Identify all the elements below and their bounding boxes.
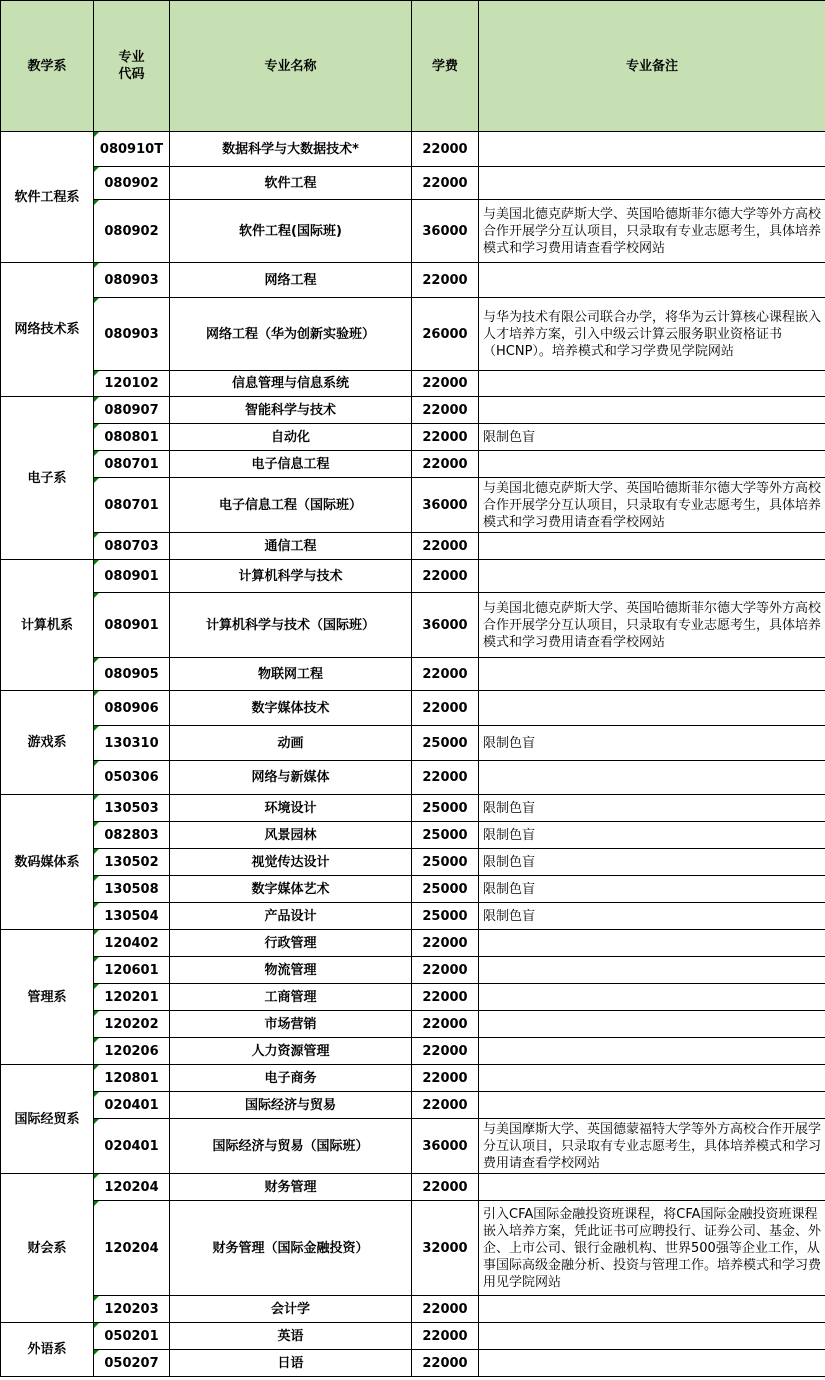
note-cell (479, 1038, 825, 1065)
name-cell: 软件工程 (170, 167, 412, 200)
table-row (1, 984, 825, 1011)
table-row (1, 691, 825, 726)
note-cell (479, 1323, 825, 1350)
code-cell: 080907 (94, 397, 170, 424)
header-dept: 教学系 (1, 1, 94, 132)
fee-cell: 22000 (412, 1011, 479, 1038)
table-row (1, 371, 825, 397)
code-cell: 080901 (94, 593, 170, 658)
table-row (1, 1038, 825, 1065)
code-cell: 130504 (94, 903, 170, 930)
fee-cell: 22000 (412, 424, 479, 451)
name-cell: 计算机科学与技术 (170, 560, 412, 593)
code-cell: 050207 (94, 1350, 170, 1377)
dept-cell: 财会系 (1, 1174, 94, 1323)
dept-cell: 网络技术系 (1, 263, 94, 397)
table-row (1, 533, 825, 560)
dept-cell: 电子系 (1, 397, 94, 560)
note-cell: 与华为技术有限公司联合办学，将华为云计算核心课程嵌入人才培养方案，引入中级云计算云服务职业资格证书（HCNP）。培养模式和学习学费见学院网站 (479, 298, 825, 371)
fee-cell: 36000 (412, 593, 479, 658)
table-row (1, 822, 825, 849)
code-cell: 120402 (94, 930, 170, 957)
note-cell (479, 560, 825, 593)
code-cell: 080701 (94, 478, 170, 533)
name-cell: 动画 (170, 726, 412, 761)
fee-cell: 22000 (412, 1174, 479, 1201)
code-cell: 080910T (94, 132, 170, 167)
name-cell: 智能科学与技术 (170, 397, 412, 424)
fee-cell: 25000 (412, 903, 479, 930)
note-cell: 与美国北德克萨斯大学、英国哈德斯菲尔德大学等外方高校合作开展学分互认项目，只录取有专业志愿考生，具体培养模式和学习费用请查看学校网站 (479, 478, 825, 533)
note-cell: 限制色盲 (479, 903, 825, 930)
table-row (1, 200, 825, 263)
note-cell: 限制色盲 (479, 795, 825, 822)
code-cell: 130508 (94, 876, 170, 903)
name-cell: 信息管理与信息系统 (170, 371, 412, 397)
name-cell: 风景园林 (170, 822, 412, 849)
note-cell (479, 533, 825, 560)
note-cell (479, 371, 825, 397)
fee-cell: 22000 (412, 560, 479, 593)
name-cell: 网络工程（华为创新实验班） (170, 298, 412, 371)
table-row (1, 1174, 825, 1201)
name-cell: 国际经济与贸易（国际班） (170, 1119, 412, 1174)
name-cell: 英语 (170, 1323, 412, 1350)
fee-cell: 22000 (412, 761, 479, 795)
code-cell: 080906 (94, 691, 170, 726)
note-cell (479, 263, 825, 298)
code-cell: 020401 (94, 1119, 170, 1174)
table-row (1, 167, 825, 200)
table-row (1, 560, 825, 593)
table-body (1, 132, 825, 1377)
table-row (1, 658, 825, 691)
table-row (1, 478, 825, 533)
name-cell: 财务管理 (170, 1174, 412, 1201)
note-cell (479, 691, 825, 726)
name-cell: 市场营销 (170, 1011, 412, 1038)
dept-cell: 软件工程系 (1, 132, 94, 263)
code-cell: 120201 (94, 984, 170, 1011)
note-cell (479, 132, 825, 167)
code-cell: 020401 (94, 1092, 170, 1119)
dept-cell: 数码媒体系 (1, 795, 94, 930)
name-cell: 人力资源管理 (170, 1038, 412, 1065)
name-cell: 物联网工程 (170, 658, 412, 691)
name-cell: 日语 (170, 1350, 412, 1377)
name-cell: 行政管理 (170, 930, 412, 957)
fee-cell: 22000 (412, 1065, 479, 1092)
name-cell: 工商管理 (170, 984, 412, 1011)
table-row (1, 1011, 825, 1038)
fee-cell: 25000 (412, 849, 479, 876)
code-cell: 120204 (94, 1201, 170, 1296)
code-cell: 120204 (94, 1174, 170, 1201)
code-cell: 080902 (94, 167, 170, 200)
note-cell (479, 1092, 825, 1119)
fee-cell: 22000 (412, 451, 479, 478)
header-row (1, 1, 825, 132)
name-cell: 国际经济与贸易 (170, 1092, 412, 1119)
name-cell: 数字媒体艺术 (170, 876, 412, 903)
code-cell: 130503 (94, 795, 170, 822)
note-cell: 限制色盲 (479, 726, 825, 761)
note-cell (479, 761, 825, 795)
code-cell: 080801 (94, 424, 170, 451)
note-cell (479, 957, 825, 984)
code-cell: 120206 (94, 1038, 170, 1065)
code-cell: 080905 (94, 658, 170, 691)
code-cell: 082803 (94, 822, 170, 849)
table-row (1, 1065, 825, 1092)
fee-cell: 22000 (412, 533, 479, 560)
note-cell (479, 1065, 825, 1092)
table-row (1, 263, 825, 298)
fee-cell: 22000 (412, 397, 479, 424)
name-cell: 电子信息工程 (170, 451, 412, 478)
header-code (94, 1, 170, 132)
note-cell (479, 451, 825, 478)
name-cell: 电子商务 (170, 1065, 412, 1092)
table-row (1, 876, 825, 903)
dept-cell: 外语系 (1, 1323, 94, 1377)
code-cell: 120203 (94, 1296, 170, 1323)
note-cell (479, 1350, 825, 1377)
note-cell (479, 930, 825, 957)
fee-cell: 22000 (412, 691, 479, 726)
code-cell: 130310 (94, 726, 170, 761)
fee-cell: 36000 (412, 1119, 479, 1174)
note-cell (479, 397, 825, 424)
table-row (1, 451, 825, 478)
fee-cell: 22000 (412, 957, 479, 984)
note-cell (479, 1296, 825, 1323)
fee-cell: 36000 (412, 200, 479, 263)
note-cell (479, 167, 825, 200)
table-row (1, 397, 825, 424)
table-row (1, 132, 825, 167)
dept-cell: 计算机系 (1, 560, 94, 691)
fee-cell: 32000 (412, 1201, 479, 1296)
fee-cell: 22000 (412, 984, 479, 1011)
name-cell: 通信工程 (170, 533, 412, 560)
fee-cell: 22000 (412, 930, 479, 957)
code-cell: 130502 (94, 849, 170, 876)
fee-cell: 36000 (412, 478, 479, 533)
note-cell (479, 658, 825, 691)
name-cell: 软件工程(国际班) (170, 200, 412, 263)
fee-cell: 22000 (412, 1092, 479, 1119)
note-cell (479, 1011, 825, 1038)
code-cell: 120801 (94, 1065, 170, 1092)
table-row (1, 761, 825, 795)
dept-cell: 游戏系 (1, 691, 94, 795)
code-cell: 120202 (94, 1011, 170, 1038)
name-cell: 产品设计 (170, 903, 412, 930)
header-name: 专业名称 (170, 1, 412, 132)
code-cell: 080703 (94, 533, 170, 560)
code-cell: 080901 (94, 560, 170, 593)
table-row (1, 1323, 825, 1350)
name-cell: 网络与新媒体 (170, 761, 412, 795)
fee-cell: 22000 (412, 1350, 479, 1377)
name-cell: 计算机科学与技术（国际班） (170, 593, 412, 658)
table-row (1, 424, 825, 451)
fee-cell: 25000 (412, 822, 479, 849)
note-cell: 限制色盲 (479, 876, 825, 903)
table-row (1, 795, 825, 822)
table-row (1, 849, 825, 876)
name-cell: 自动化 (170, 424, 412, 451)
fee-cell: 22000 (412, 658, 479, 691)
table-row (1, 726, 825, 761)
note-cell: 限制色盲 (479, 822, 825, 849)
note-cell (479, 984, 825, 1011)
table-row (1, 1092, 825, 1119)
table-row (1, 930, 825, 957)
code-cell: 050306 (94, 761, 170, 795)
name-cell: 财务管理（国际金融投资） (170, 1201, 412, 1296)
header-fee: 学费 (412, 1, 479, 132)
fee-cell: 25000 (412, 795, 479, 822)
note-cell: 与美国北德克萨斯大学、英国哈德斯菲尔德大学等外方高校合作开展学分互认项目，只录取有专业志愿考生，具体培养模式和学习费用请查看学校网站 (479, 593, 825, 658)
fee-cell: 22000 (412, 1038, 479, 1065)
code-cell: 120102 (94, 371, 170, 397)
table-row (1, 1119, 825, 1174)
table-row (1, 298, 825, 371)
code-cell: 080903 (94, 298, 170, 371)
fee-cell: 22000 (412, 263, 479, 298)
fee-cell: 26000 (412, 298, 479, 371)
name-cell: 环境设计 (170, 795, 412, 822)
fee-cell: 22000 (412, 1323, 479, 1350)
note-cell: 限制色盲 (479, 424, 825, 451)
table-row (1, 1296, 825, 1323)
name-cell: 数据科学与大数据技术* (170, 132, 412, 167)
fee-cell: 25000 (412, 726, 479, 761)
table-row (1, 957, 825, 984)
code-cell: 120601 (94, 957, 170, 984)
fee-cell: 25000 (412, 876, 479, 903)
dept-cell: 国际经贸系 (1, 1065, 94, 1174)
name-cell: 数字媒体技术 (170, 691, 412, 726)
note-cell: 引入CFA国际金融投资班课程，将CFA国际金融投资班课程嵌入培养方案，凭此证书可应聘投行、证券公司、基金、外企、上市公司、银行金融机构、世界500强等企业工作，从事国际高级金融分析、投资与管理工作。培养模式和学习费用见学院网站 (479, 1201, 825, 1296)
fee-cell: 22000 (412, 1296, 479, 1323)
table-row (1, 1350, 825, 1377)
note-cell: 限制色盲 (479, 849, 825, 876)
name-cell: 视觉传达设计 (170, 849, 412, 876)
code-cell: 080903 (94, 263, 170, 298)
code-cell: 080902 (94, 200, 170, 263)
fee-cell: 22000 (412, 371, 479, 397)
fee-cell: 22000 (412, 132, 479, 167)
header-code-text: 专业代码 (118, 50, 145, 82)
code-cell: 050201 (94, 1323, 170, 1350)
table-row (1, 1201, 825, 1296)
name-cell: 物流管理 (170, 957, 412, 984)
name-cell: 网络工程 (170, 263, 412, 298)
name-cell: 会计学 (170, 1296, 412, 1323)
note-cell: 与美国北德克萨斯大学、英国哈德斯菲尔德大学等外方高校合作开展学分互认项目，只录取有专业志愿考生，具体培养模式和学习费用请查看学校网站 (479, 200, 825, 263)
fee-cell: 22000 (412, 167, 479, 200)
table-row (1, 903, 825, 930)
code-cell: 080701 (94, 451, 170, 478)
table-row (1, 593, 825, 658)
note-cell: 与美国摩斯大学、英国德蒙福特大学等外方高校合作开展学分互认项目，只录取有专业志愿考生，具体培养模式和学习费用请查看学校网站 (479, 1119, 825, 1174)
dept-cell: 管理系 (1, 930, 94, 1065)
name-cell: 电子信息工程（国际班） (170, 478, 412, 533)
note-cell (479, 1174, 825, 1201)
header-note: 专业备注 (479, 1, 825, 132)
